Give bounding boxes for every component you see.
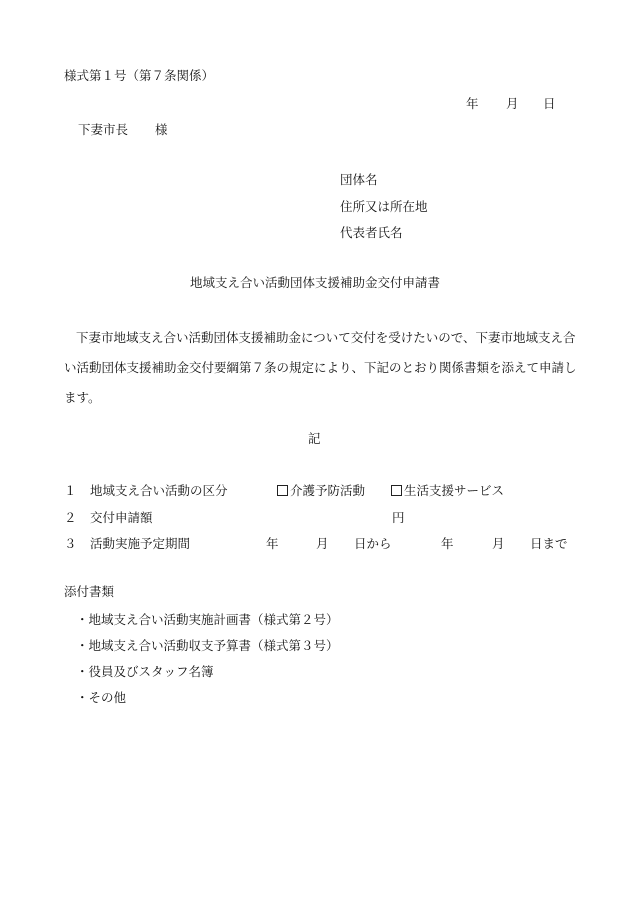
option-life-support[interactable]: [391, 483, 504, 499]
item2-label: 交付申請額: [90, 510, 153, 525]
item3-end-day: 日まで: [530, 536, 568, 551]
item1-number: １: [64, 483, 77, 498]
item3-label: 活動実施予定期間: [90, 536, 191, 551]
item3-start-day: 日から: [354, 536, 392, 551]
attachment-item: ・地域支え合い活動実施計画書（様式第２号）: [76, 612, 339, 627]
document-title: 地域支え合い活動団体支援補助金交付申請書: [189, 275, 440, 290]
item3-start-month: 月: [316, 536, 329, 551]
item2-number: ２: [64, 510, 77, 525]
addressee-honorific: 様: [155, 122, 168, 137]
attachment-item: ・地域支え合い活動収支予算書（様式第３号）: [76, 638, 339, 653]
checkbox-icon[interactable]: [277, 485, 288, 496]
body-paragraph: 下妻市地域支え合い活動団体支援補助金について交付を受けたいので、下妻市地域支え合い活動団体支援補助金交付要綱第７条の規定により、下記のとおり関係書類を添えて申請します。: [64, 330, 577, 405]
representative-label: 代表者氏名: [340, 225, 403, 240]
item3-number: ３: [64, 536, 77, 551]
item3-start-year: 年: [266, 536, 279, 551]
form-number: 様式第１号（第７条関係）: [64, 68, 215, 83]
attachment-item: ・その他: [76, 690, 127, 705]
address-label: 住所又は所在地: [340, 199, 428, 214]
date-day-label: 日: [543, 96, 556, 111]
ki-marker: 記: [308, 431, 321, 446]
attachment-item: ・役員及びスタッフ名簿: [76, 664, 214, 679]
group-name-label: 団体名: [340, 172, 378, 187]
option-life-support-label: 生活支援サービス: [404, 483, 505, 498]
option-care-prevention[interactable]: [277, 483, 365, 499]
checkbox-icon[interactable]: [391, 485, 402, 496]
addressee: 下妻市長: [78, 122, 129, 137]
item1-label: 地域支え合い活動の区分: [90, 483, 228, 498]
item3-end-month: 月: [492, 536, 505, 551]
item2-unit: 円: [392, 510, 405, 525]
item3-end-year: 年: [441, 536, 454, 551]
option-care-prevention-label: 介護予防活動: [290, 483, 366, 498]
date-month-label: 月: [506, 96, 519, 111]
date-year-label: 年: [466, 96, 479, 111]
attachments-heading: 添付書類: [64, 584, 115, 599]
